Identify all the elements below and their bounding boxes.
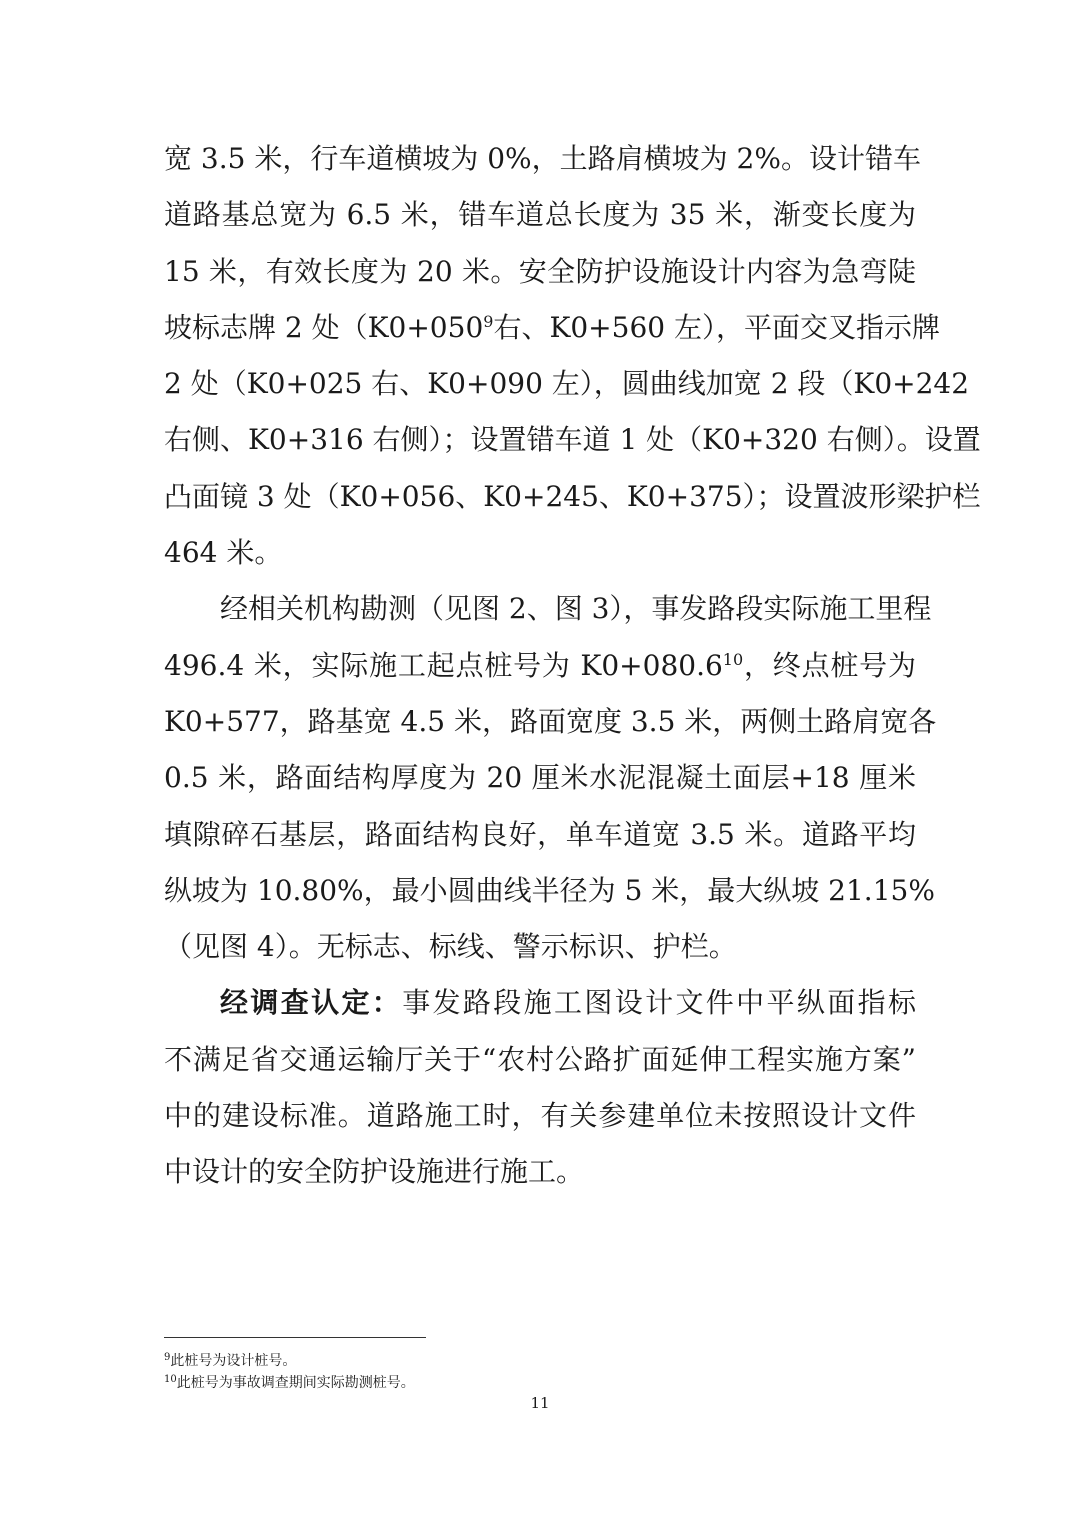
text-line: 右侧、K0+316 右侧）；设置错车道 1 处（K0+320 右侧）。设置 (164, 423, 981, 457)
footnote-mark: 10 (164, 1374, 177, 1385)
paragraph-3 (164, 975, 916, 1200)
text-line (164, 975, 916, 1031)
text-line: 中设计的安全防护设施进行施工。 (164, 1155, 585, 1189)
text-segment: 事发路段施工图设计文件中平纵面指标 (402, 986, 916, 1020)
footnote-text: 此桩号为设计桩号。 (170, 1353, 297, 1369)
text-line: 464 米。 (164, 536, 283, 570)
text-line: 道路基总宽为 6.5 米，错车道总长度为 35 米，渐变长度为 (164, 198, 916, 232)
text-line: 0.5 米，路面结构厚度为 20 厘米水泥混凝土面层+18 厘米 (164, 761, 916, 795)
text-line (164, 638, 916, 694)
footnote-mark: 9 (164, 1352, 171, 1363)
paragraph-2 (164, 581, 937, 975)
text-line: 2 处（K0+025 右、K0+090 左），圆曲线加宽 2 段（K0+242 (164, 367, 970, 401)
text-line: （见图 4）。无标志、标线、警示标识、护栏。 (164, 930, 737, 964)
footnote-text: 此桩号为事故调查期间实际勘测桩号。 (176, 1375, 415, 1391)
text-line: 宽 3.5 米，行车道横坡为 0%，土路肩横坡为 2%。设计错车 (164, 142, 921, 175)
text-segment: 496.4 米，实际施工起点桩号为 K0+080.6 (164, 648, 723, 682)
text-line: 经相关机构勘测（见图 2、图 3），事发路段实际施工里程 (220, 592, 932, 626)
footnotes (164, 1350, 916, 1394)
text-line: 凸面镜 3 处（K0+056、K0+245、K0+375）；设置波形梁护栏 (164, 479, 981, 513)
text-line: 15 米，有效长度为 20 米。安全防护设施设计内容为急弯陡 (164, 254, 916, 288)
footnote-9 (164, 1350, 916, 1372)
text-segment: 坡标志牌 2 处（K0+050 (164, 310, 484, 344)
text-line: 中的建设标准。道路施工时，有关参建单位未按照设计文件 (164, 1099, 916, 1133)
body-text (164, 131, 981, 1201)
footnote-divider (164, 1337, 426, 1338)
text-line: 纵坡为 10.80%，最小圆曲线半径为 5 米，最大纵坡 21.15% (164, 873, 935, 907)
page-number: 11 (530, 1394, 550, 1412)
text-line: 不满足省交通运输厅关于“农村公路扩面延伸工程实施方案” (164, 1042, 916, 1076)
paragraph-1 (164, 131, 981, 581)
footnote-ref-9: 9 (483, 311, 494, 331)
text-line (164, 300, 940, 356)
conclusion-heading: 经调查认定： (220, 986, 403, 1020)
text-segment: ，终点桩号为 (743, 648, 916, 682)
text-line: 填隙碎石基层，路面结构良好，单车道宽 3.5 米。道路平均 (164, 817, 916, 851)
text-line: K0+577，路基宽 4.5 米，路面宽度 3.5 米，两侧土路肩宽各 (164, 704, 937, 738)
footnote-ref-10: 10 (722, 649, 744, 669)
footnote-10 (164, 1372, 916, 1394)
text-segment: 右、K0+560 左），平面交叉指示牌 (493, 310, 940, 344)
